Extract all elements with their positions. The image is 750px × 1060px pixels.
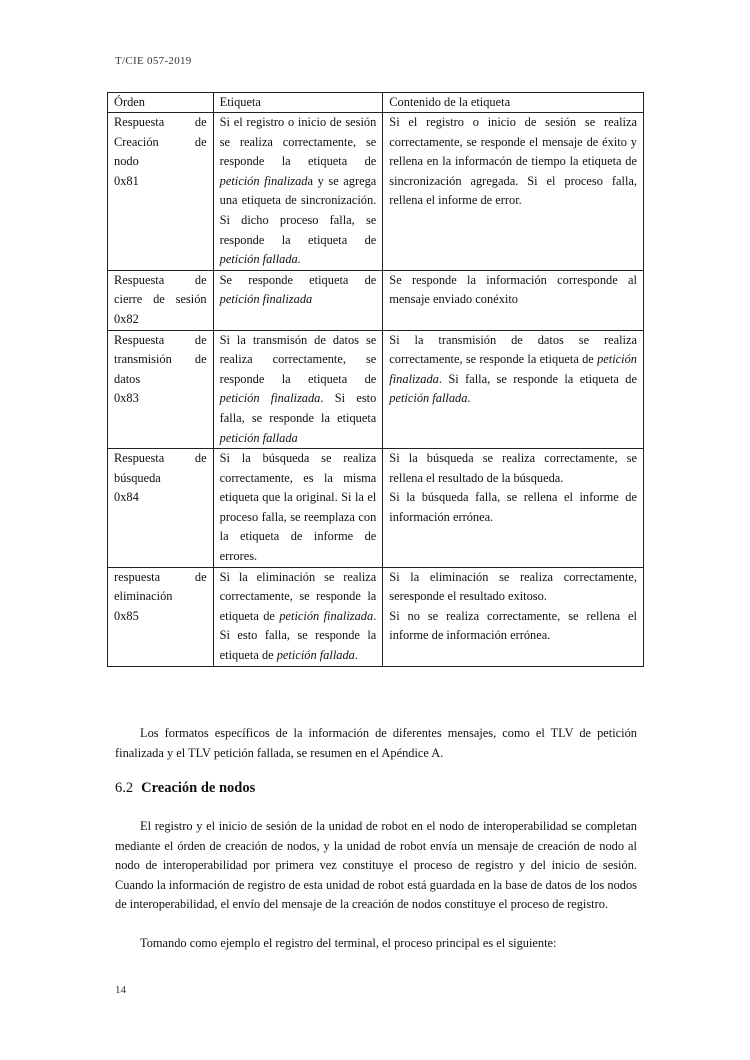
etiqueta-text: . <box>354 648 358 663</box>
orden-line: Respuesta de <box>114 451 207 466</box>
etiqueta-italic-text: petición finalizada <box>279 608 374 623</box>
cell-contenido <box>383 567 644 666</box>
cell-contenido <box>383 270 644 330</box>
etiqueta-text: Si el registro o inicio de sesión se realiza correctamente, se responde la etiqueta de <box>219 115 377 169</box>
orden-line: eliminación <box>114 589 173 604</box>
header-contenido: Contenido de la etiqueta <box>383 93 644 113</box>
cell-orden <box>108 270 214 330</box>
section-heading <box>115 780 255 797</box>
message-response-table <box>107 92 644 667</box>
orden-line: datos <box>114 371 141 386</box>
contenido-text: Si la transmisión de datos se realiza correctamente, se responde la etiqueta de <box>389 332 637 367</box>
etiqueta-text: . Si esto falla, se responde la etiqueta de <box>219 608 377 663</box>
cell-contenido <box>383 449 644 568</box>
orden-line: 0x82 <box>114 311 139 326</box>
table-row <box>108 567 644 666</box>
cell-etiqueta <box>213 270 383 330</box>
cell-contenido <box>383 113 644 271</box>
orden-line: cierre de sesión <box>114 292 207 307</box>
section-title-text: Creación de nodos <box>141 780 256 796</box>
contenido-line: Si la búsqueda falla, se rellena el informe de información errónea. <box>389 490 637 524</box>
orden-line: 0x85 <box>114 608 139 623</box>
orden-line: 0x84 <box>114 490 139 505</box>
table-row <box>108 330 644 449</box>
etiqueta-text: Si la búsqueda se realiza correctamente, es la misma etiqueta que la original. Si la el proceso falla, se reemplaza con la etiqueta de informe de errores. <box>219 451 377 564</box>
etiqueta-text: . Si esto falla, se responde la etiqueta <box>219 391 377 425</box>
etiqueta-text: Si la eliminación se realiza correctamente, se responde la etiqueta de <box>219 569 377 623</box>
orden-line: Respuesta de <box>114 115 207 129</box>
table-row <box>108 449 644 568</box>
section-number: 6.2 <box>115 780 134 796</box>
paragraph-after-table-text: Los formatos específicos de la información de diferentes mensajes, como el TLV de petición finalizada y el TLV petición fallada, se resumen en el Apéndice A. <box>115 726 637 760</box>
contenido-text: Si el registro o inicio de sesión se realiza correctamente, se responde el mensaje de éxito y rellena en la informacón de tiempo la etiqueta de sincronización agregada. Si el proceso falla, rellena el informe de error. <box>389 115 637 208</box>
cell-contenido <box>383 330 644 449</box>
header-orden: Órden <box>108 93 214 113</box>
contenido-line: Si la eliminación se realiza correctamente, seresponde el resultado exitoso. <box>389 569 637 604</box>
orden-line: transmisión de <box>114 352 207 367</box>
header-etiqueta: Etiqueta <box>213 93 383 113</box>
table-header-row <box>108 93 644 113</box>
document-code-header: T/CIE 057-2019 <box>115 55 192 67</box>
orden-line: respuesta de <box>114 569 207 584</box>
page-number: 14 <box>115 984 126 996</box>
paragraph-after-table <box>115 724 637 763</box>
orden-line: Respuesta de <box>114 272 207 287</box>
paragraph-example <box>115 934 637 954</box>
cell-etiqueta <box>213 330 383 449</box>
etiqueta-italic-text: petición fallada. <box>219 252 301 267</box>
contenido-text: Se responde la información corresponde al mensaje enviado conéxito <box>389 272 637 307</box>
orden-line: nodo <box>114 154 139 169</box>
contenido-text: . Si falla, se responde la etiqueta de <box>438 371 637 386</box>
paragraph-registration-text: El registro y el inicio de sesión de la unidad de robot en el nodo de interoperabilidad se completan mediante el órden de creación de nodos, y la unidad de robot envía un mensaje de creación de nodo al nodo de interoperabilidad por primera vez constituye el proceso de registro y del inicio de sesión. Cuando la información de registro de esta unidad de robot está guardada en la base de datos de los nodos de interoperabilidad, el envío del mensaje de la creación de nodos constituye el proceso de registro. <box>115 819 637 912</box>
orden-line: Respuesta de <box>114 332 207 347</box>
etiqueta-text: a y se agrega una etiqueta de sincronización. Si dicho proceso falla, se responde la etiqueta de <box>219 173 377 247</box>
contenido-line: Si la búsqueda se realiza correctamente, se rellena el resultado de la búsqueda. <box>389 451 637 485</box>
orden-line: búsqueda <box>114 470 161 485</box>
cell-etiqueta <box>213 567 383 666</box>
etiqueta-italic-text: petición fallada <box>276 648 355 663</box>
etiqueta-italic-text: petición finalizada <box>219 391 321 406</box>
cell-etiqueta <box>213 113 383 271</box>
orden-line: 0x81 <box>114 173 139 188</box>
table-body <box>108 113 644 667</box>
cell-orden <box>108 330 214 449</box>
table-row <box>108 113 644 271</box>
etiqueta-text: Si la transmisón de datos se realiza correctamente, se responde la etiqueta de <box>219 332 377 386</box>
contenido-italic-text: petición fallada <box>389 391 468 406</box>
orden-line: 0x83 <box>114 391 139 406</box>
paragraph-registration <box>115 817 637 915</box>
etiqueta-italic-text: petición finalizad <box>219 173 308 188</box>
paragraph-example-text: Tomando como ejemplo el registro del terminal, el proceso principal es el siguiente: <box>140 936 557 950</box>
contenido-line: Si no se realiza correctamente, se rellena el informe de información errónea. <box>389 608 637 643</box>
cell-orden <box>108 567 214 666</box>
cell-orden <box>108 449 214 568</box>
cell-etiqueta <box>213 449 383 568</box>
etiqueta-text: Se responde etiqueta de <box>219 272 377 287</box>
etiqueta-italic-text: petición finalizada <box>219 292 313 307</box>
table-row <box>108 270 644 330</box>
contenido-text: . <box>467 391 471 406</box>
cell-orden <box>108 113 214 271</box>
etiqueta-italic-text: petición fallada <box>219 430 298 445</box>
orden-line: Creación de <box>114 134 207 149</box>
contenido-italic-text: petición finalizada <box>389 352 637 386</box>
